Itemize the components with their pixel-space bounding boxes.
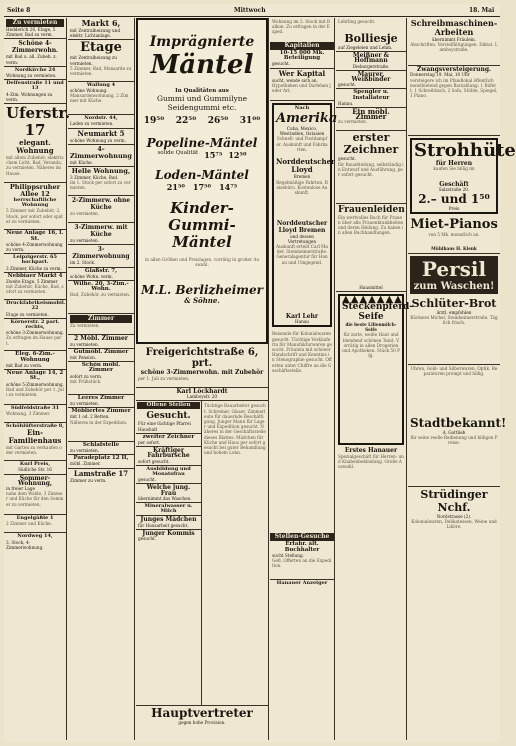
ad-block	[4, 67, 66, 80]
price: 21⁵⁰	[166, 182, 185, 192]
ad-block	[68, 145, 134, 167]
ad-heading: Wer Kapital	[278, 68, 326, 78]
ad-text: Etage zu vermieten.	[6, 311, 49, 317]
ad-text: Hanau	[294, 319, 310, 325]
ad-text: ärztl. empfohlen	[436, 309, 472, 315]
ad-block	[336, 89, 406, 108]
quality-note: solide Qualität	[157, 150, 199, 156]
ad-block: Strüdinger Nchf. Nordstrasse (2). Kolonialwaren, Delikatessen, Weine und Liköre.	[411, 488, 497, 530]
ad-text: Donnerstag 19. Mai, 10 Uhr	[410, 72, 470, 78]
ad-block	[336, 52, 406, 71]
price-heading: 2.– und 1⁵⁰	[418, 192, 490, 207]
ad-block	[136, 484, 201, 503]
ad-block: erster Zeichner gesucht. für Bauabteilung, selbständig in Entwurf und Ausführung, per sofort gesucht.	[336, 131, 406, 203]
ad-subheading: zum Waschen!	[413, 280, 495, 292]
ad-heading: Miet-Pianos	[410, 217, 498, 233]
ad-text: Südliche Str. 16	[18, 467, 52, 473]
ad-heading: Schön möbl. Zimmer	[81, 362, 121, 374]
ad-heading: 3-Zimmerw. mit Küche	[74, 224, 128, 239]
ad-heading: Druckfabrikelsmobil. 22	[6, 300, 66, 312]
ad-block	[4, 461, 66, 474]
ad-block: Frauenleiden Ein wertvolles Buch für Frauen über alle Frauenkrankheiten und deren Heilung. Zu haben in allen Buchhandlungen. Hausmittel	[336, 204, 406, 292]
ad-block	[136, 503, 201, 516]
ad-heading: Lamstraße 17	[73, 468, 129, 478]
ad-block: Miet-Pianos von 5 Mk. monatlich an. Mühlhaus H. Klenk	[408, 216, 500, 253]
ad-heading: Schlüter-Brot	[411, 296, 497, 310]
ad-heading: Philippsruher Allee 12	[9, 183, 61, 199]
ad-text: und dessen Vertretungen	[287, 233, 317, 244]
ad-heading: Sommer-Wohnung,	[18, 474, 52, 487]
ad-heading: Ein möbl. Zimmer	[352, 107, 390, 122]
ad-block	[136, 530, 201, 542]
ad-heading: Karl Lehr	[285, 313, 319, 321]
ad-text: sofort gesucht.	[138, 458, 170, 464]
ad-heading: Norddeutscher Lloyd Bremen	[276, 219, 328, 234]
ad-heading: Kurl Preis,	[19, 461, 51, 468]
ad-heading: Hanauer Anzeiger	[276, 580, 328, 587]
ad-heading: Südfeldstraße 31	[10, 404, 60, 411]
ad-materials: Gummi und Gummilyne	[156, 94, 248, 103]
ad-block: Zimmer Zu vermieten.	[68, 314, 134, 335]
ad-block: Uhren, Gold- und Silberwaren, Optik. Reparaturen prompt und billig. Stadtbekannt! A. Gottlieb für seine reelle Bedienung und billigen Preise.	[408, 365, 500, 487]
column-2	[68, 18, 135, 740]
column-1	[4, 18, 71, 740]
ad-block	[136, 447, 201, 466]
ad-block: Nach Amerika Cuba, Mexico, Westindien, Ostasien Schnell- und Postdampfer. Auskunft und Fahrkarten. Norddeutscher Lloyd Bremen Regelmäßige Fahrten. Reisebüro. Kostenlose Auskunft. Norddeutscher Lloyd Bremen und dessen Vertretungen Auskunft erteilt Carl Mader, Steinheimerstraße. Generalagentur für Hanau und Umgegend. Karl Lehr Hanau	[272, 103, 332, 328]
ad-heading: zweiter Zeichner	[142, 433, 195, 440]
classified-left	[136, 401, 202, 705]
ad-block	[136, 516, 201, 529]
ad-text: gegen hohe Provision.	[178, 720, 226, 726]
ad-heading: Junger Kommis	[142, 529, 195, 537]
ad-heading: Leipzigerstr. 65 hochpart.	[13, 254, 57, 266]
ad-text: Wohnung zu vermieten.	[6, 73, 57, 79]
ad-text: Hausmittel	[359, 284, 383, 290]
ad-heading: Erfahr. ält. Buchhalter	[284, 541, 320, 553]
ad-heading: Kräftiger Fahrbursche	[147, 447, 190, 460]
ad-text: Cuba, Mexico, Westindien, Ostasien	[279, 126, 325, 137]
ad-block	[68, 18, 134, 40]
ad-block: Südfeldstraße 31 Wohnung, 3 Zimmer.	[4, 405, 66, 423]
ad-block	[68, 223, 134, 245]
ad-text: zu vermieten.	[70, 238, 100, 244]
ad-subheading: Ein-Familienhaus	[8, 428, 62, 446]
ad-block: Erstes Hanauer Spezialgeschäft für Herren- und Knabenbekleidung. Große Auswahl.	[338, 447, 404, 470]
ad-heading: Engelgäßle 1	[16, 515, 54, 522]
ad-text: übernimmt Fräulein.	[431, 37, 477, 42]
ad-block: 2-Zimmerw. ohne Küche zu vermieten.	[68, 196, 134, 223]
section-header: Zu vermieten	[6, 19, 64, 27]
ad-block	[4, 300, 66, 319]
ad-block	[4, 351, 66, 370]
ad-block	[68, 455, 134, 468]
ad-text: schöne Wohnung.	[70, 88, 108, 94]
ad-heading: 3-Zimmerwohnung	[72, 246, 130, 261]
ad-text: in freier Lage	[6, 485, 35, 491]
ad-subheading: elegant. Wohnung	[16, 138, 54, 156]
ad-block: Etage mit Zentralheizung zu vermieten. 5 Zimmer, Bad, Mansarde zu vermieten.	[68, 40, 134, 81]
price: 14⁷⁵	[219, 182, 238, 192]
ad-heading: Markt 6,	[81, 18, 121, 28]
price: 26⁵⁰	[207, 116, 229, 126]
ad-block	[136, 388, 268, 401]
ad-heading: Neue Anlage 16, I. St.	[6, 230, 64, 242]
ad-text: Nordstrasse (2).	[436, 514, 472, 520]
ad-text: übernimmt das Waschen.	[138, 495, 192, 501]
ad-block: Ein möbl. Zimmer zu vermieten.	[336, 108, 406, 131]
ad-block: Sommer-Wohnung, in freier Lage nahe dem Walde, 3 Zimmer und Küche für den Sommer zu vermieten.	[4, 475, 66, 516]
ad-block: Möbliertes Zimmer mit 1 od. 2 Betten. Näheres in der Expedition.	[68, 408, 134, 441]
ad-heading: Strohhüte	[414, 139, 516, 161]
ad-heading: Wilhe. 20, 3-Zim.-Wohn.	[73, 281, 129, 293]
ad-text: schöne Wohnung zu verm.	[70, 137, 126, 143]
ad-text: gesucht.	[272, 61, 291, 67]
ad-block	[136, 410, 201, 433]
section-header: Kapitalien	[270, 42, 334, 50]
ad-text: die beste Lilienmilch-Seife	[345, 322, 397, 333]
ad-title-line2: Mäntel	[150, 50, 254, 80]
ad-heading: Schöne 4-Zimmerwohn.	[11, 40, 59, 55]
price: 31⁰⁰	[239, 116, 261, 126]
ad-heading: 4-Zimmerwohnung	[70, 144, 132, 160]
ad-block	[336, 32, 406, 52]
ad-heading: Junges Mädchen	[140, 516, 197, 524]
ad-block: Helle Wohnung, 3 Zimmer, Küche, Bad. im 1. Stock per sofort zu vermieten.	[68, 167, 134, 196]
ad-heading: Nordstr. 44,	[84, 115, 118, 122]
ad-heading: Gutmöbl. Zimmer	[73, 348, 129, 355]
ad-text: im 2. Stock.	[70, 260, 96, 266]
ad-block	[270, 50, 334, 69]
newspaper-page	[4, 4, 516, 742]
ad-heading: Delfenstraße 11 und 13	[6, 80, 64, 92]
ad-text: sofort zu verm.	[70, 373, 103, 379]
ad-heading: Norddeutscher Lloyd	[276, 157, 335, 175]
price: 22⁵⁰	[175, 116, 197, 126]
company-suffix: & Söhne.	[184, 296, 220, 305]
section-header: Zimmer	[70, 315, 132, 323]
ad-heading: Körnerstr. 2 part. rechts,	[10, 318, 60, 331]
ad-heading: Freigerichtstraße 6, prt.	[145, 347, 259, 369]
ad-text: mit Zentralheizung und elektr. Lichtanlage.	[70, 28, 121, 39]
loden-prices	[138, 182, 266, 192]
ad-block: Schlüter-Brot ärztl. empfohlen Bäckerei Michel, Steinheimerstraße. Täglich frisch.	[408, 296, 500, 365]
ad-heading: Erstes Hanauer	[344, 447, 398, 455]
ad-heading: 10-15 000 Mk. Beteiligung	[279, 50, 325, 62]
price: 19⁵⁰	[143, 116, 165, 126]
ad-heading: Nordkirche 24	[14, 66, 56, 73]
ad-block: Körnerstr. 2 part. rechts, schöne 3-Zimmerwohnung. Zu erfragen im Hause part.	[4, 319, 66, 352]
ad-block: Philippsruher Allee 12 herrschaftliche Wohnung 5 Zimmer mit Zubehör, 2. Stock, per sofort oder später zu vermieten.	[4, 183, 66, 230]
ad-text: gesucht.	[138, 536, 157, 542]
ad-block: Zwangsversteigerung. Donnerstag 19. Mai, 10 Uhr versteigere ich im Pfandlokal öffentlich meistbietend gegen Barzahlung: 1 Büfett, 1 Schreibtisch, 2 Sofa, Stühle, Spiegel, 1 Piano.	[408, 66, 500, 135]
ad-heading: Möbliertes Zimmer	[71, 408, 131, 415]
loden-heading: Loden-Mäntel	[155, 168, 249, 182]
ad-text: auf Ziegeleien und Lehm.	[338, 45, 393, 50]
ad-heading: Wallung 4	[86, 81, 116, 88]
ad-text: 3 Zimmer, Küche zu verm.	[6, 265, 62, 271]
ad-text: Zimmer zu verm.	[70, 477, 107, 483]
ad-block	[68, 395, 134, 408]
column-5: Lehrling gesucht. Bolliesje auf Ziegeleien und Lehm. Meißner & Hoffmann Dieburgerstraße. Maurer, Weißbinder gesucht. Spengler u. Installateur Hanau. Ein möbl. Zimmer zu vermieten. erster Zeichner gesucht. für Bauabteilung, selbständig in Entwurf und Ausführung, per sofort gesucht. Frauenleiden Ein wertvolles Buch für Frauen über alle Frauenkrankheiten und deren Heilung. Zu haben in allen Buchhandlungen. Hausmittel ▲▲▲▲▲▲▲ Steckenpferd-Seife die beste Lilienmilch-Seife für zarte, weiße Haut und blendend schönen Teint. Vorrätig in allen Drogerien und Apotheken. Stück 50 Pfg. Erstes Hanauer Spezialgeschäft für Herren- und Knabenbekleidung. Große Auswahl.	[336, 18, 407, 740]
ad-text: sucht Stellung.	[272, 552, 305, 558]
ad-text: 3 Zimmer, Küche, Bad.	[70, 175, 119, 181]
price: 17⁵⁰	[192, 182, 212, 192]
ad-block	[270, 580, 334, 587]
ad-text: Dieburgerstraße.	[352, 63, 390, 69]
ad-qualities: In Qualitäten aus	[175, 88, 229, 94]
ad-materials-2: Seidengummi etc.	[167, 103, 237, 112]
ad-block	[68, 245, 134, 267]
price: 15⁷⁵	[204, 150, 223, 160]
ad-heading: Steckenpferd-Seife	[342, 302, 414, 323]
ad-block: Nebbiaer Markt 4 Zweite Etage, 5 Zimmer mit Zubehör, Küche, Bad, sofort zu vermieten.	[4, 273, 66, 300]
ad-heading: Neumarkt 5	[77, 128, 125, 138]
ad-block	[336, 71, 406, 90]
ad-heading: Meißner & Hoffmann	[352, 52, 390, 65]
ad-block: Erfahr. ält. Buchhalter sucht Stellung. Gefl. Offerten an die Expedition.	[270, 541, 334, 580]
ad-block: Freigerichtstraße 6, prt. schöne 3-Zimmerwohn. mit Zubehör per 1. Juli zu vermieten.	[136, 346, 268, 388]
ad-text: Für eine tüchtige Pfarrei Haushalt	[138, 421, 191, 432]
ad-block	[4, 254, 66, 273]
section-header: Offene Stellen	[137, 402, 200, 409]
ad-text: 4-Zim. Wohnungen zu verm.	[6, 91, 53, 102]
popeline-heading: Popeline-Mäntel	[146, 136, 258, 150]
column-4: Wohnung im 2. Stock mit Balkon. Zu erfragen in der Exped. Kapitalien 10-15 000 Mk. Beteiligung gesucht. Wer Kapital sucht, wende sich an. Hypotheken und Darlehen jeder Art. Nach Amerika Cuba, Mexico, Westindien, Ostasien Schnell- und Postdampfer. Auskunft und Fahrkarten. Norddeutscher Lloyd Bremen Regelmäßige Fahrten. Reisebüro. Kostenlose Auskunft. Norddeutscher Lloyd Bremen und dessen Vertretungen Auskunft erteilt Carl Mader, Steinheimerstraße. Generalagentur für Hanau und Umgegend. Karl Lehr Hanau Reisende für Kolonialwaren gesucht. Tüchtige Verkäuferin für Manufakturwaren gesucht. Fräulein mit schöner Handschrift und Kenntnis in Stenographie gesucht. Offerten unter Chiffre an die Geschäftsstelle. Stellen-Gesuche Erfahr. ält. Buchhalter sucht Stellung. Gefl. Offerten an die Expedition. Hanauer Anzeiger	[270, 18, 335, 740]
ad-text: Lamboystr. 20	[186, 394, 218, 400]
ad-heading: Schreibmaschinen-Arbeiten	[410, 18, 498, 37]
ad-block: Wilhe. 20, 3-Zim.-Wohn. Bad, Zubehör, zu vermieten.	[68, 281, 134, 314]
kinder-heading: Kinder-Gummi-	[168, 199, 236, 234]
ship-line-label: Nach	[294, 104, 310, 111]
ad-block	[4, 80, 66, 104]
ad-block: Wallung 4 schöne Wohnung. Mansardenwohnung, 2 Zimmer mit Küche.	[68, 82, 134, 115]
ad-heading: Spengler u. Installateur	[352, 89, 390, 101]
ad-block	[68, 115, 134, 128]
ad-heading: Schöhlüfterstraße 8,	[6, 422, 65, 429]
ad-text: zu vermieten.	[70, 447, 100, 453]
ad-block	[4, 18, 66, 39]
coat-advertisement: Imprägnierte Mäntel In Qualitäten aus Gummi und Gummilyne Seidengummi etc. 19⁵⁰ 22⁵⁰ 26⁵⁰ 31⁰⁰ Popeline-Mäntel solide Qualität 15⁷⁵ 12⁵⁰ Loden-Mäntel 21⁵⁰ 17⁵⁰ 14⁷⁵ Kinder-Gummi- Mäntel in allen Größen und Preislagen, vorrätig in großer Auswahl. M.L. Berlizheimer & Söhne.	[136, 18, 268, 344]
ad-block	[136, 705, 268, 726]
ad-text: Bremen	[293, 174, 311, 180]
ad-block: ▲▲▲▲▲▲▲ Steckenpferd-Seife die beste Lilienmilch-Seife für zarte, weiße Haut und blendend schönen Teint. Vorrätig in allen Drogerien und Apotheken. Stück 50 Pfg.	[338, 294, 404, 446]
ad-heading: Hauptvertreter	[151, 706, 253, 721]
ad-text: Zweite Etage, 5 Zimmer	[6, 279, 58, 285]
ad-text: gesucht.	[138, 477, 157, 483]
ad-block	[68, 129, 134, 145]
ad-block	[68, 268, 134, 281]
ad-text: Hanau.	[338, 100, 354, 106]
section-header: Stellen-Gesuche	[270, 533, 334, 541]
ad-heading: Amerika	[276, 111, 338, 127]
ad-text: per sofort.	[138, 440, 161, 446]
ad-heading: 2 Möbl. Zimmer	[74, 335, 128, 343]
classified-split	[136, 401, 268, 705]
ad-block	[410, 256, 498, 294]
ad-block	[68, 349, 134, 362]
ad-heading: Gesucht.	[146, 411, 191, 422]
ad-block: Uferstr. 17 elegant. Wohnung mit allem Zubehör, elektrischem Licht, Bad, Veranda, zu vermieten. Näheres im Hause.	[4, 104, 66, 183]
ad-heading: Mineralwasser u. Milch	[144, 503, 193, 515]
ad-block	[68, 335, 134, 348]
ad-heading-2: Geschäft	[439, 180, 469, 188]
ad-text: sucht, wende sich an.	[272, 77, 318, 83]
ad-text: mit Bad zu verm.	[6, 362, 43, 368]
ad-block	[4, 230, 66, 254]
ad-block	[68, 469, 134, 484]
price: 12⁵⁰	[228, 150, 247, 160]
ad-heading: Leeres Zimmer	[77, 394, 125, 401]
ad-heading: 2-Zimmerw. ohne Küche	[71, 197, 131, 212]
popeline-prices	[138, 150, 266, 160]
ad-text: gesucht.	[338, 82, 357, 88]
price-label: Preis	[448, 206, 460, 212]
ad-text: schöne Wohn. verm.	[70, 273, 113, 279]
ad-heading: Schlafstelle	[82, 441, 120, 448]
ad-heading: Etage	[80, 40, 122, 56]
ad-block: Schöhlüfterstraße 8, Ein-Familienhaus mit Garten zu verkaufen oder vermieten.	[4, 423, 66, 461]
ad-title-line1: Imprägnierte	[149, 34, 255, 50]
ad-heading: Frauenleiden	[338, 204, 405, 215]
page-number: Seite 8	[7, 7, 31, 14]
ad-heading: Zwangsversteigerung.	[416, 66, 492, 74]
ad-block	[4, 533, 66, 551]
decorative-border: ▲▲▲▲▲▲▲	[342, 293, 403, 305]
ad-block	[136, 434, 201, 447]
ad-heading: Eleg. 6-Zim.-Wohnung	[15, 351, 55, 363]
ad-text: mit Bad u. all. Zubeh. z. verm.	[6, 54, 57, 65]
ad-heading: Stadtbekannt!	[410, 415, 507, 430]
kinder-heading-2: Mäntel	[172, 233, 232, 251]
ad-text: möbl. Zimmer.	[70, 461, 101, 467]
ad-text: Salzstraße 20.	[438, 187, 470, 193]
ad-block: Schreibmaschinen-Arbeiten übernimmt Fräulein. Abschriften, Vervielfältigungen. Diktat. Lamboystraße.	[408, 18, 500, 66]
ad-heading: Strüdinger Nchf.	[420, 488, 488, 515]
ad-subheading: für Herren	[435, 159, 473, 167]
ad-block	[4, 39, 66, 66]
ad-text: schöne 3-Zimmerwohnung.	[6, 330, 64, 336]
ad-block: Wer Kapital sucht, wende sich an. Hypotheken und Darlehen jeder Art.	[270, 69, 334, 101]
ad-text: Laden zu vermieten.	[70, 121, 114, 127]
ad-heading: Bolliesje	[344, 32, 398, 45]
ad-block: Strohhüte für Herren kaufen Sie billig im Geschäft Salzstraße 20. 2.– und 1⁵⁰ Preis	[410, 138, 498, 215]
ad-block: Schön möbl. Zimmer sofort zu verm. mit Frühstück.	[68, 362, 134, 395]
masthead-day: Mittwoch	[234, 7, 266, 14]
ad-subheading: herrschaftliche Wohnung	[13, 197, 57, 209]
ad-heading: Helle Wohnung,	[71, 167, 131, 176]
ad-subheading: schöne 3-Zimmerwohn. mit Zubehör	[140, 369, 264, 376]
ad-text: mit Zentralheizung zu vermieten.	[70, 55, 117, 66]
ad-text: mit Pension.	[70, 355, 97, 361]
ad-block: Neue Anlage 14, 2 St., schöne 5-Zimmerwohnung. Bad und Zubehör per 1. Juli zu vermieten.	[4, 370, 66, 405]
classified-right: Tüchtige Bauarbeiter gesucht. Schreiner, Glaser, Zimmerleute für dauernde Beschäftigung. Junger Mann für Lager und Expedition gesucht. Näheres in der Geschäftsstelle dieses Blattes. Mädchen für Küche und Haus per sofort gesucht bei guter Behandlung und hohem Lohn.	[204, 403, 266, 456]
ad-text: für Hausarbeit gesucht.	[138, 522, 189, 528]
ad-block	[68, 442, 134, 455]
ad-text: mit 1 od. 2 Betten.	[70, 414, 110, 420]
ad-text: Mühlhaus H. Klenk	[431, 246, 477, 252]
column-6	[408, 18, 516, 740]
ad-heading: Neue Anlage 14, 2 St.,	[6, 370, 64, 382]
ad-heading: Persil	[421, 256, 487, 281]
ad-text: zu vermieten.	[70, 341, 100, 347]
ad-heading: Uferstr. 17	[6, 104, 71, 140]
ad-text: A. Gottlieb	[442, 429, 466, 435]
ad-heading: erster Zeichner	[343, 131, 399, 157]
issue-date: 18. Mai	[469, 7, 495, 14]
ad-text: mit Küche.	[70, 159, 93, 165]
ad-text: 3. Stock, 4-Zimmerwohnung.	[6, 539, 44, 550]
ad-heading: Nordweg 14,	[17, 533, 53, 540]
ad-heading: Paradeplatz 12 II,	[73, 455, 129, 462]
ad-text: zu vermieten.	[70, 401, 100, 407]
ad-heading: Glaßstr. 7,	[84, 267, 118, 274]
page-header	[4, 4, 500, 17]
ad-heading: Welche jung. Frau	[146, 484, 191, 497]
ad-text: Hedderich 26, Etage, 5 Zimmer, Bad zu verm.	[6, 27, 56, 38]
ad-text: schöne 5-Zimmerwohnung.	[6, 381, 64, 387]
ad-block	[136, 466, 201, 485]
ad-block: Engelgäßle 1 2 Zimmer und Küche.	[4, 515, 66, 533]
ad-heading: Nebbiaer Markt 4	[7, 272, 63, 279]
company-name: M.L. Berlizheimer	[141, 283, 263, 297]
ad-text: schöne 4-Zimmerwohnung zu verm.	[6, 241, 63, 253]
ad-heading: Karl Löckhardt	[176, 388, 228, 395]
ad-heading: Ausbildung und Monatsfrau	[146, 465, 191, 478]
ad-heading: Maurer, Weißbinder	[351, 70, 391, 84]
ad-text: gesucht.	[338, 156, 357, 162]
price-row	[138, 116, 266, 126]
